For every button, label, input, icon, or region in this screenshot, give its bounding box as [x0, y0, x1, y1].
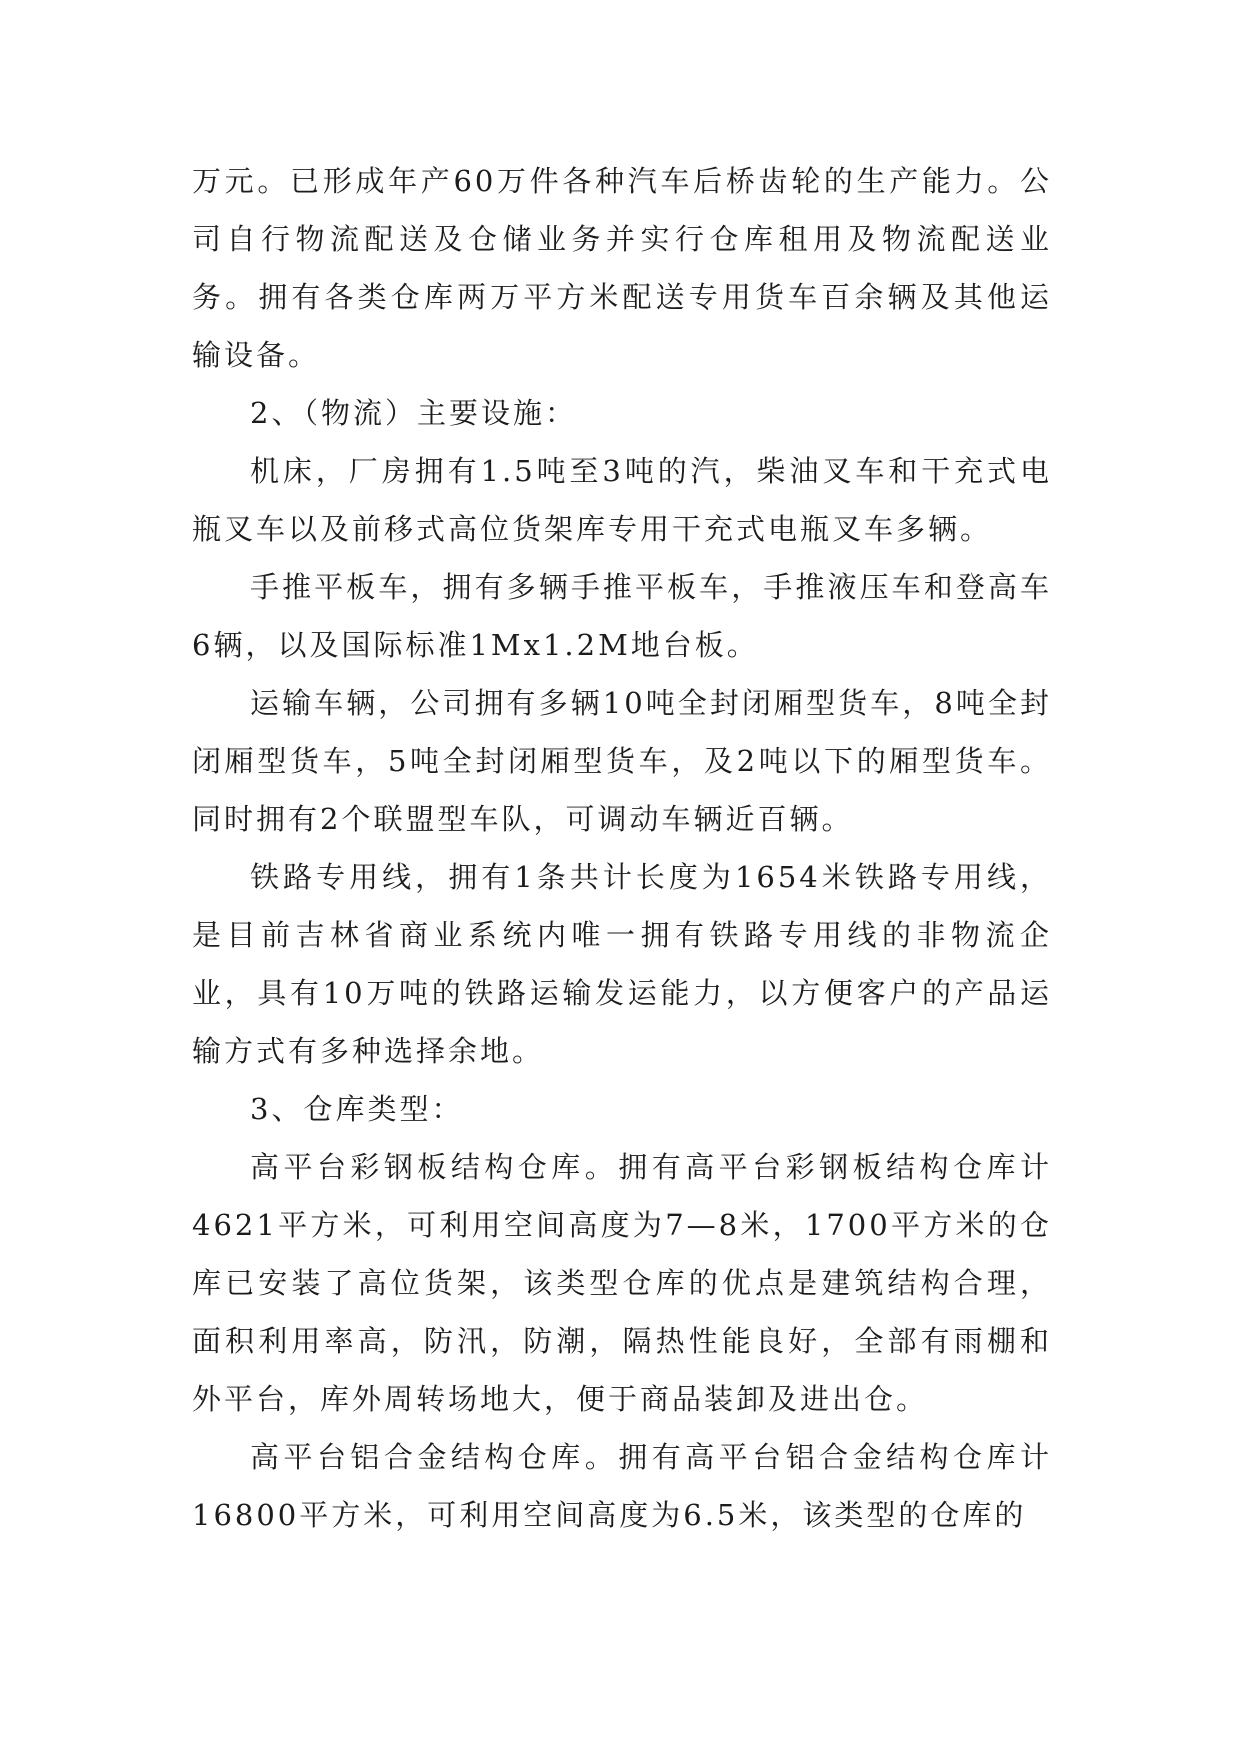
paragraph-company-capacity: 万元。已形成年产60万件各种汽车后桥齿轮的生产能力。公司自行物流配送及仓储业务并实行仓库租用及物流配送业务。拥有各类仓库两万平方米配送专用货车百余辆及其他运输设备。: [192, 164, 1052, 372]
paragraph-railway-line: 铁路专用线，拥有1条共计长度为1654米铁路专用线，是目前吉林省商业系统内唯一拥有铁路专用线的非物流企业，具有10万吨的铁路运输发运能力，以方便客户的产品运输方式有多种选择余地。: [192, 860, 1052, 1068]
heading-warehouse-types: 3、仓库类型：: [250, 1092, 464, 1126]
paragraph-hand-carts: 手推平板车，拥有多辆手推平板车，手推液压车和登高车6辆，以及国际标准1Mx1.2M地台板。: [192, 570, 1052, 662]
document-body: [192, 152, 1052, 1544]
paragraph-aluminum-warehouse: 高平台铝合金结构仓库。拥有高平台铝合金结构仓库计16800平方米，可利用空间高度为6.5米，该类型的仓库的: [192, 1440, 1052, 1532]
paragraph-forklifts: 机床，厂房拥有1.5吨至3吨的汽，柴油叉车和干充式电瓶叉车以及前移式高位货架库专用干充式电瓶叉车多辆。: [192, 454, 1052, 546]
heading-logistics-facilities: 2、（物流）主要设施：: [250, 396, 577, 430]
paragraph-steel-warehouse: 高平台彩钢板结构仓库。拥有高平台彩钢板结构仓库计4621平方米，可利用空间高度为7—8米，1700平方米的仓库已安装了高位货架，该类型仓库的优点是建筑结构合理，面积利用率高，防汛，防潮，隔热性能良好，全部有雨棚和外平台，库外周转场地大，便于商品装卸及进出仓。: [192, 1150, 1052, 1416]
paragraph-transport-vehicles: 运输车辆，公司拥有多辆10吨全封闭厢型货车，8吨全封闭厢型货车，5吨全封闭厢型货车，及2吨以下的厢型货车。同时拥有2个联盟型车队，可调动车辆近百辆。: [192, 686, 1052, 836]
